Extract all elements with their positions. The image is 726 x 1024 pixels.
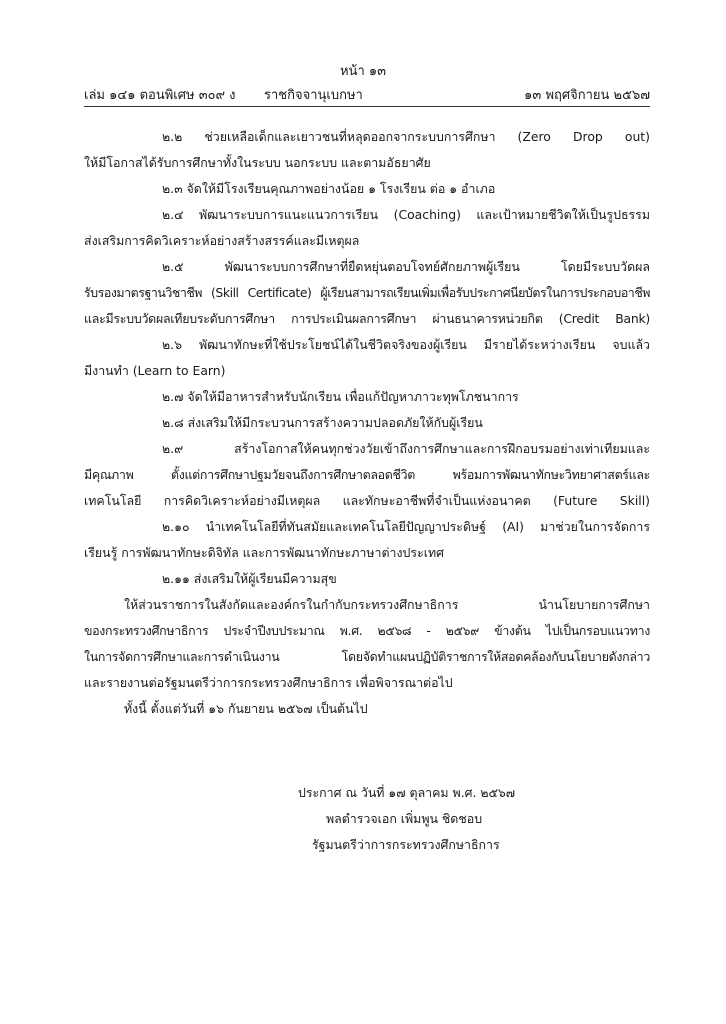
- publication-name: ราชกิจจานุเบกษา: [264, 88, 363, 103]
- policy-item-2-5: ๒.๕ พัฒนาระบบการศึกษาที่ยืดหยุ่นตอบโจทย์ศักยภาพผู้เรียน โดยมีระบบวัดผล: [162, 259, 650, 274]
- policy-item-2-2-cont: ให้มีโอกาสได้รับการศึกษาทั้งในระบบ นอกระบบ และตามอัธยาศัย: [84, 155, 431, 170]
- policy-item-2-10: ๒.๑๐ นำเทคโนโลยีที่ทันสมัยและเทคโนโลยีปัญญาประดิษฐ์ (AI) มาช่วยในการจัดการ: [162, 519, 650, 534]
- policy-item-2-9-cont-2: เทคโนโลยี การคิดวิเคราะห์อย่างมีเหตุผล และทักษะอาชีพที่จำเป็นแห่งอนาคต (Future Skill): [84, 493, 650, 508]
- policy-item-2-5-cont-2: และมีระบบวัดผลเทียบระดับการศึกษา การประเมินผลการศึกษา ผ่านธนาคารหน่วยกิต (Credit Bank): [84, 311, 650, 326]
- policy-item-2-7: ๒.๗ จัดให้มีอาหารสำหรับนักเรียน เพื่อแก้ปัญหาภาวะทุพโภชนาการ: [162, 389, 519, 404]
- policy-item-2-4-cont: ส่งเสริมการคิดวิเคราะห์อย่างสร้างสรรค์และมีเหตุผล: [84, 233, 360, 248]
- policy-item-2-9: ๒.๙ สร้างโอกาสให้คนทุกช่วงวัยเข้าถึงการศึกษาและการฝึกอบรมอย่างเท่าเทียมและ: [162, 441, 650, 456]
- policy-item-2-3: ๒.๓ จัดให้มีโรงเรียนคุณภาพอย่างน้อย ๑ โรงเรียน ต่อ ๑ อำเภอ: [162, 181, 496, 196]
- page-number: หน้า ๑๓: [339, 64, 387, 79]
- policy-item-2-8: ๒.๘ ส่งเสริมให้มีกระบวนการสร้างความปลอดภัยให้กับผู้เรียน: [162, 415, 483, 430]
- policy-item-2-5-cont-1: รับรองมาตรฐานวิชาชีพ (Skill Certificate) ผู้เรียนสามารถเรียนเพิ่มเพื่อรับประกาศนียบัตรในการประกอบอาชีพ: [84, 285, 650, 300]
- closing-paragraph-cont-3: และรายงานต่อรัฐมนตรีว่าการกระทรวงศึกษาธิการ เพื่อพิจารณาต่อไป: [84, 675, 453, 690]
- header-divider: [84, 106, 650, 107]
- closing-paragraph-cont-1: ของกระทรวงศึกษาธิการ ประจำปีงบประมาณ พ.ศ. ๒๕๖๘ - ๒๕๖๙ ข้างต้น ไปเป็นกรอบแนวทาง: [84, 623, 650, 638]
- policy-item-2-11: ๒.๑๑ ส่งเสริมให้ผู้เรียนมีความสุข: [162, 571, 337, 586]
- publication-date: ๑๓ พฤศจิกายน ๒๕๖๗: [524, 88, 650, 103]
- policy-item-2-6-cont: มีงานทำ (Learn to Earn): [84, 363, 226, 378]
- closing-paragraph-cont-2: ในการจัดการศึกษาและการดำเนินงาน โดยจัดทำแผนปฏิบัติราชการให้สอดคล้องกับนโยบายดังกล่าว: [84, 649, 650, 664]
- policy-item-2-9-cont-1: มีคุณภาพ ตั้งแต่การศึกษาปฐมวัยจนถึงการศึกษาตลอดชีวิต พร้อมการพัฒนาทักษะวิทยาศาสตร์และ: [84, 467, 650, 482]
- effective-date: ทั้งนี้ ตั้งแต่วันที่ ๑๖ กันยายน ๒๕๖๗ เป็นต้นไป: [124, 701, 368, 716]
- announcement-date: ประกาศ ณ วันที่ ๑๗ ตุลาคม พ.ศ. ๒๕๖๗: [298, 785, 516, 800]
- signatory-name: พลตำรวจเอก เพิ่มพูน ชิดชอบ: [326, 811, 483, 826]
- gazette-header: [84, 84, 650, 102]
- signatory-position: รัฐมนตรีว่าการกระทรวงศึกษาธิการ: [312, 837, 500, 852]
- policy-item-2-6: ๒.๖ พัฒนาทักษะที่ใช้ประโยชน์ได้ในชีวิตจริงของผู้เรียน มีรายได้ระหว่างเรียน จบแล้ว: [162, 337, 650, 352]
- policy-item-2-2: ๒.๒ ช่วยเหลือเด็กและเยาวชนที่หลุดออกจากระบบการศึกษา (Zero Drop out): [162, 129, 650, 144]
- volume-info: เล่ม ๑๔๑ ตอนพิเศษ ๓๐๙ ง: [84, 88, 236, 103]
- policy-item-2-10-cont: เรียนรู้ การพัฒนาทักษะดิจิทัล และการพัฒนาทักษะภาษาต่างประเทศ: [84, 545, 444, 560]
- closing-paragraph: ให้ส่วนราชการในสังกัดและองค์กรในกำกับกระทรวงศึกษาธิการ นำนโยบายการศึกษา: [124, 597, 650, 612]
- document-body: [84, 124, 650, 722]
- policy-item-2-4: ๒.๔ พัฒนาระบบการแนะแนวการเรียน (Coaching) และเป้าหมายชีวิตให้เป็นรูปธรรม: [162, 207, 650, 222]
